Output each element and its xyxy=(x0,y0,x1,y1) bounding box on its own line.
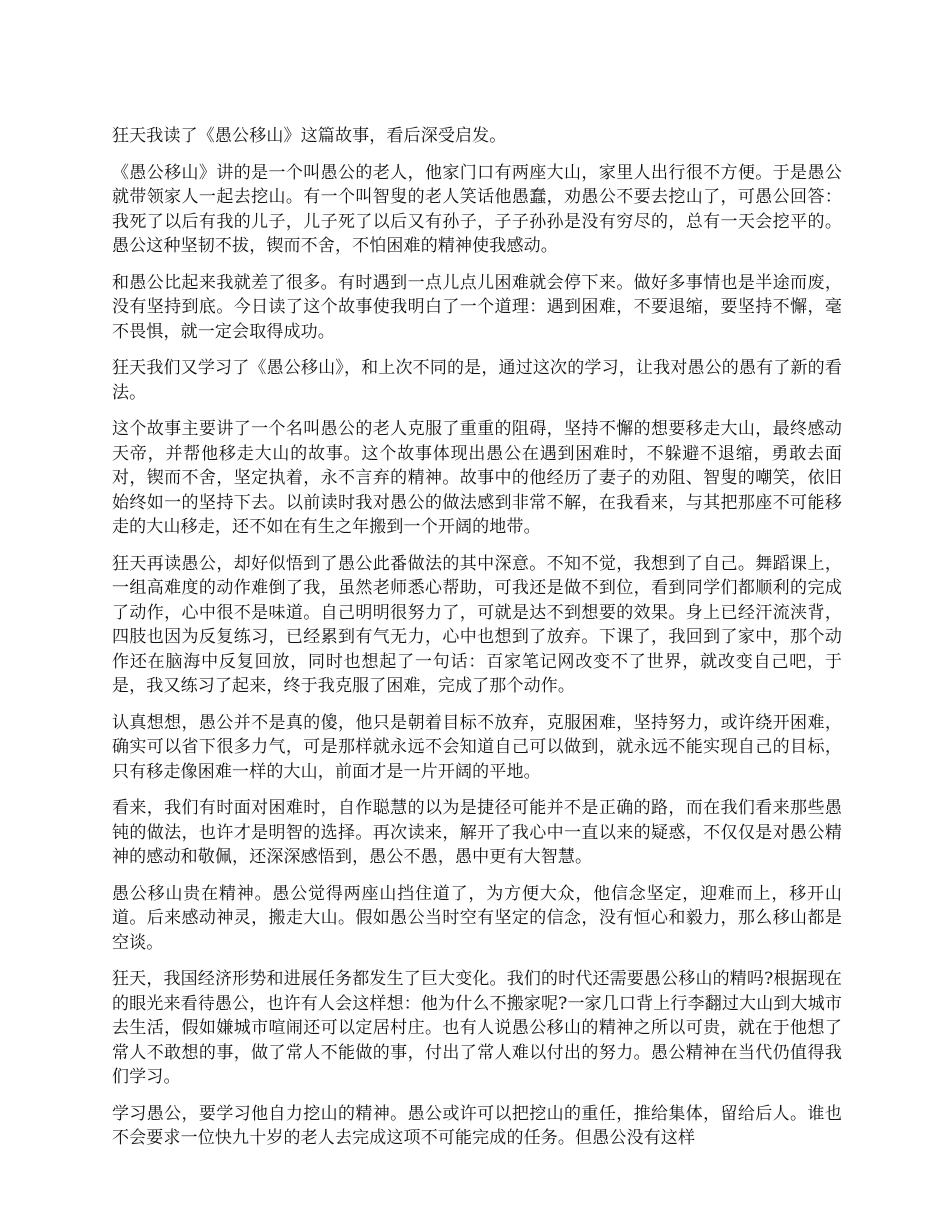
paragraph-4: 狂天我们又学习了《愚公移山》，和上次不同的是，通过这次的学习，让我对愚公的愚有了新的看法。 xyxy=(112,358,842,403)
paragraph-9: 愚公移山贵在精神。愚公觉得两座山挡住道了，为方便大众，他信念坚定，迎难而上，移开山道。后来感动神灵，搬走大山。假如愚公当时空有坚定的信念，没有恒心和毅力，那么移山都是空谈。 xyxy=(112,883,842,953)
paragraph-1: 狂天我读了《愚公移山》这篇故事，看后深受启发。 xyxy=(112,126,507,146)
paragraph-2: 《愚公移山》讲的是一个叫愚公的老人，他家门口有两座大山，家里人出行很不方便。于是愚公就带领家人一起去挖山。有一个叫智叟的老人笑话他愚蠢，劝愚公不要去挖山了，可愚公回答：我死了以后有我的儿子，儿子死了以后又有孙子，子子孙孙是没有穷尽的，总有一天会挖平的。愚公这种坚韧不拔，锲而不舍，不怕困难的精神使我感动。 xyxy=(112,162,842,256)
paragraph-8: 看来，我们有时面对困难时，自作聪慧的以为是捷径可能并不是正确的路，而在我们看来那些愚钝的做法，也许才是明智的选择。再次读来，解开了我心中一直以来的疑惑，不仅仅是对愚公精神的感动和敬佩，还深深感悟到，愚公不愚，愚中更有大智慧。 xyxy=(112,798,842,867)
paragraph-7: 认真想想，愚公并不是真的傻，他只是朝着目标不放弃，克服困难，坚持努力，或许绕开困难，确实可以省下很多力气，可是那样就永远不会知道自己可以做到，就永远不能实现自己的目标，只有移走像困难一样的大山，前面才是一片开阔的平地。 xyxy=(112,712,842,782)
paragraph-6: 狂天再读愚公，却好似悟到了愚公此番做法的其中深意。不知不觉，我想到了自己。舞蹈课上，一组高难度的动作难倒了我，虽然老师悉心帮助，可我还是做不到位，看到同学们都顺利的完成了动作，心中很不是味道。自己明明很努力了，可就是达不到想要的效果。身上已经汗流浃背，四肢也因为反复练习，已经累到有气无力，心中也想到了放弃。下课了，我回到了家中，那个动作还在脑海中反复回放，同时也想起了一句话：百家笔记网改变不了世界，就改变自己吧，于是，我又练习了起来，终于我克服了困难，完成了那个动作。 xyxy=(112,553,842,696)
document-body xyxy=(112,124,842,1163)
paragraph-11: 学习愚公，要学习他自力挖山的精神。愚公或许可以把挖山的重任，推给集体，留给后人。谁也不会要求一位快九十岁的老人去完成这项不可能完成的任务。但愚公没有这样 xyxy=(112,1103,842,1148)
paragraph-5: 这个故事主要讲了一个名叫愚公的老人克服了重重的阻碍，坚持不懈的想要移走大山，最终感动天帝，并帮他移走大山的故事。这个故事体现出愚公在遇到困难时，不躲避不退缩，勇敢去面对，锲而不舍，坚定执着，永不言弃的精神。故事中的他经历了妻子的劝阻、智叟的嘲笑，依旧始终如一的坚持下去。以前读时我对愚公的做法感到非常不解，在我看来，与其把那座不可能移走的大山移走，还不如在有生之年搬到一个开阔的地带。 xyxy=(112,419,842,537)
paragraph-10: 狂天，我国经济形势和进展任务都发生了巨大变化。我们的时代还需要愚公移山的精吗?根据现在的眼光来看待愚公，也许有人会这样想：他为什么不搬家呢?一家几口背上行李翻过大山到大城市去生活，假如嫌城市喧闹还可以定居村庄。也有人说愚公移山的精神之所以可贵，就在于他想了常人不敢想的事，做了常人不能做的事，付出了常人难以付出的努力。愚公精神在当代仍值得我们学习。 xyxy=(112,969,842,1087)
paragraph-3: 和愚公比起来我就差了很多。有时遇到一点儿点儿困难就会停下来。做好多事情也是半途而废，没有坚持到底。今日读了这个故事使我明白了一个道理：遇到困难，不要退缩，要坚持不懈，毫不畏惧，就一定会取得成功。 xyxy=(112,272,842,342)
